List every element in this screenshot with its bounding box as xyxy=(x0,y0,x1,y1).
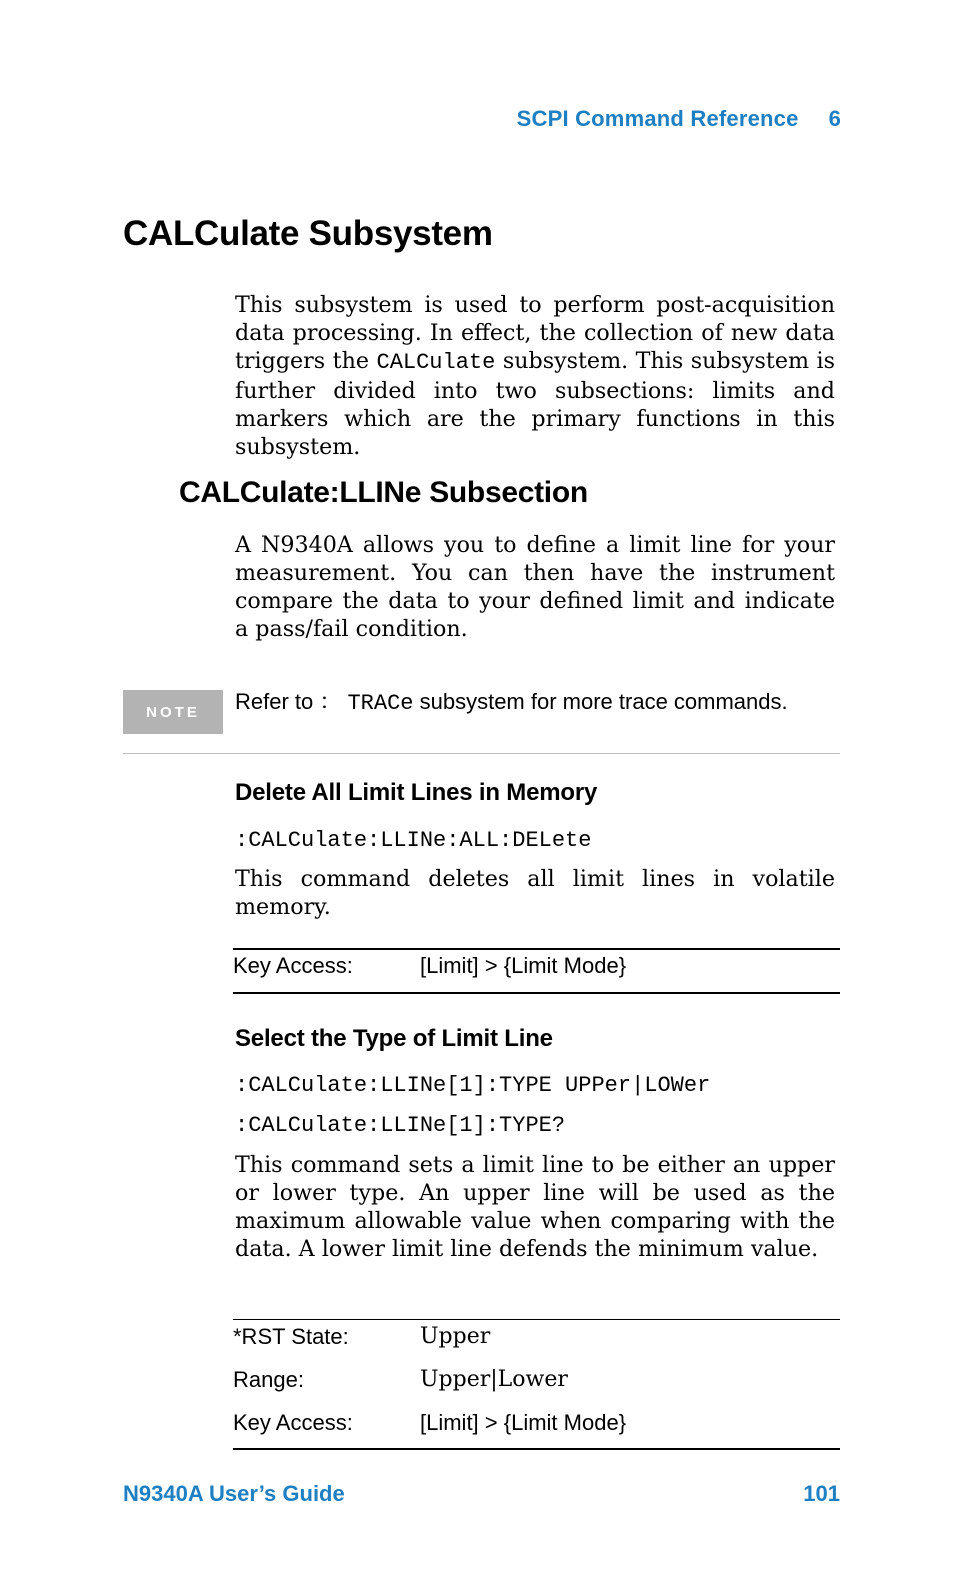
table-row-label: *RST State: xyxy=(233,1324,349,1349)
table-bottom-rule xyxy=(233,1448,840,1450)
note-text xyxy=(235,685,788,716)
intro-text-2: subsystem. This subsystem is further divided into two subsections: limits and markers which are the primary functions in this subsystem. xyxy=(235,348,835,460)
table-row xyxy=(233,953,840,983)
table-row-value: Upper xyxy=(420,1324,491,1349)
intro-text-1: This subsystem is used to perform post-acquisition data processing. In effect, the collection of new data triggers the xyxy=(235,292,835,374)
note-label: NOTE xyxy=(123,690,223,734)
running-header xyxy=(517,106,841,132)
table-row-value: [Limit] > {Limit Mode} xyxy=(420,1410,627,1435)
select-type-command: :CALCulate:LLINe[1]:TYPE UPPer|LOWer xyxy=(235,1073,711,1098)
table-row xyxy=(233,1410,840,1440)
running-header-chapter: 6 xyxy=(828,106,841,131)
running-header-section: SCPI Command Reference xyxy=(516,106,799,131)
table-row-value: Upper|Lower xyxy=(420,1367,568,1392)
intro-paragraph xyxy=(235,291,835,461)
delete-all-description: This command deletes all limit lines in volatile memory. xyxy=(235,866,835,920)
select-type-description: This command sets a limit line to be either an upper or lower type. An upper line will be used as the maximum allowable value when comparing with the data. A lower limit line defends the minimum value. xyxy=(235,1152,835,1262)
select-type-query: :CALCulate:LLINe[1]:TYPE? xyxy=(235,1113,566,1138)
note-divider xyxy=(123,753,840,754)
table-row-value: [Limit] > {Limit Mode} xyxy=(420,953,627,978)
select-type-heading: Select the Type of Limit Line xyxy=(235,1025,553,1052)
table-row-label: Key Access: xyxy=(233,1410,353,1435)
note-text-pre: Refer to ： xyxy=(235,689,348,714)
delete-all-heading: Delete All Limit Lines in Memory xyxy=(235,779,598,806)
delete-all-command: :CALCulate:LLINe:ALL:DELete xyxy=(235,828,592,853)
footer-guide-title: N9340A User’s Guide xyxy=(123,1481,345,1506)
table-row xyxy=(233,1367,840,1397)
note-text-post: subsystem for more trace commands. xyxy=(413,689,788,714)
table-row-label: Key Access: xyxy=(233,953,353,978)
subsection-title: CALCulate:LLINe Subsection xyxy=(179,476,588,509)
page-title: CALCulate Subsystem xyxy=(123,214,493,253)
intro-code: CALCulate xyxy=(376,350,496,375)
table-bottom-rule xyxy=(233,992,840,994)
note-code: TRACe xyxy=(347,691,414,716)
subsection-paragraph: A N9340A allows you to define a limit line for your measurement. You can then have the instrument compare the data to your defined limit and indicate a pass/fail condition. xyxy=(235,532,835,642)
table-row xyxy=(233,1324,840,1354)
footer-page-number: 101 xyxy=(803,1481,840,1506)
table-top-rule xyxy=(233,948,840,950)
table-top-rule xyxy=(233,1319,840,1320)
table-row-label: Range: xyxy=(233,1367,304,1392)
